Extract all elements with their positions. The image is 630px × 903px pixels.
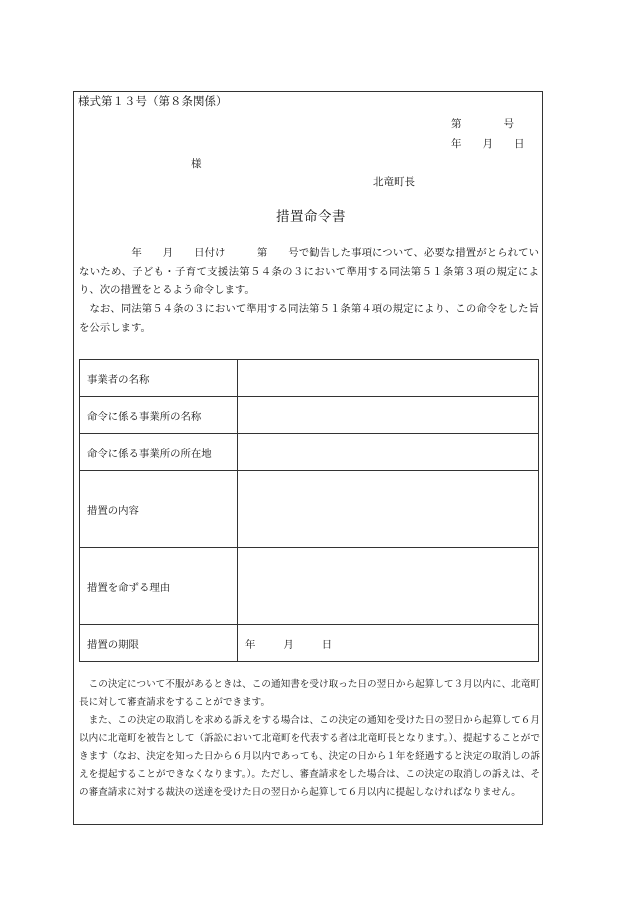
period-day: 日 xyxy=(321,638,333,651)
row-value xyxy=(238,397,539,434)
row-label: 命令に係る事業所の所在地 xyxy=(80,434,238,471)
form-number: 様式第１３号（第８条関係） xyxy=(78,94,228,108)
row-label: 事業者の名称 xyxy=(80,360,238,397)
period-year: 年 xyxy=(245,638,256,651)
period-value xyxy=(238,625,539,662)
row-value xyxy=(238,360,539,397)
row-value xyxy=(238,548,539,625)
document-number: 第 号 xyxy=(451,118,514,130)
order-details-table xyxy=(79,359,539,662)
row-label: 措置の内容 xyxy=(80,471,238,548)
body-paragraph-2: なお、同法第５４条の３において準用する同法第５１条第４項の規定により、この命令をした旨を公示します。 xyxy=(79,303,539,334)
body-paragraph-1: 年 月 日付け 第 号で勧告した事項について、必要な措置がとられていないため、子ども・子育て支援法第５４条の３において準用する同法第５１条第３項の規定により、次の措置をとるよう命令します。 xyxy=(79,247,539,296)
row-value xyxy=(238,471,539,548)
table-row xyxy=(80,471,539,548)
period-month: 月 xyxy=(283,638,294,651)
table-row xyxy=(80,548,539,625)
row-label: 措置の期限 xyxy=(80,625,238,662)
table-row xyxy=(80,360,539,397)
table-row xyxy=(80,397,539,434)
row-label: 命令に係る事業所の名称 xyxy=(80,397,238,434)
row-label: 措置を命ずる理由 xyxy=(80,548,238,625)
table-row xyxy=(80,625,539,662)
appeal-notice-1: この決定について不服があるときは、この通知書を受け取った日の翌日から起算して３月以内に、北竜町長に対して審査請求をすることができます。 xyxy=(79,679,540,708)
table-row xyxy=(80,434,539,471)
appeal-notice-2: また、この決定の取消しを求める訴えをする場合は、この決定の通知を受けた日の翌日から起算して６月以内に北竜町を被告として（訴訟において北竜町を代表する者は北竜町長となります。）、提起することができます（なお、決定を知った日から６月以内であっても、決定の日から１年を経過すると決定の取消しの訴えを提起することができなくなります。）。ただし、審査請求をした場合は、この決定の取消しの訴えは、その審査請求に対する裁決の送達を受けた日の翌日から起算して６月以内に提起しなければなりません。 xyxy=(79,715,540,798)
document-date: 年 月 日 xyxy=(451,138,525,150)
document-title: 措置命令書 xyxy=(276,209,346,225)
issuer: 北竜町長 xyxy=(373,176,415,188)
addressee: 様 xyxy=(191,158,202,170)
row-value xyxy=(238,434,539,471)
